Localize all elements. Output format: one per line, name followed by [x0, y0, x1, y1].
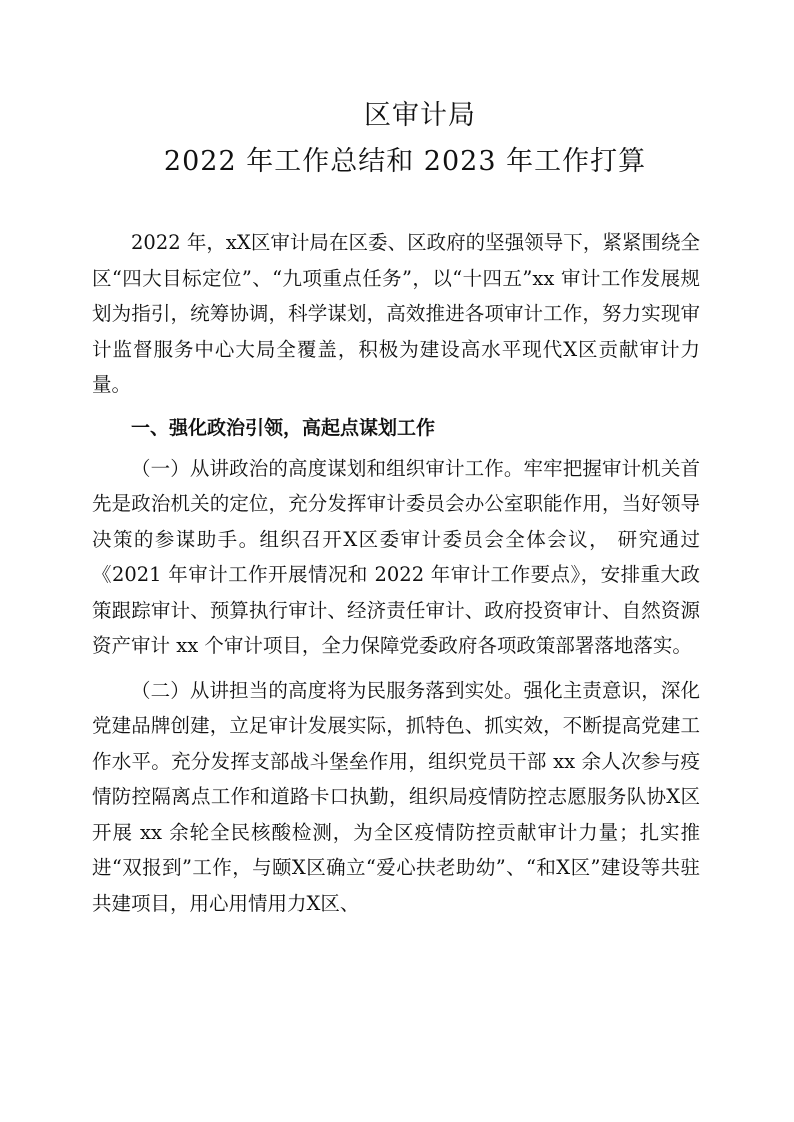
- intro-paragraph: 2022 年，xX区审计局在区委、区政府的坚强领导下，紧紧围绕全区“四大目标定位”、“九项重点任务”，以“十四五”xx 审计工作发展规划为指引，统筹协调，科学谋划，高效推进各项审计工作，努力实现审计监督服务中心大局全覆盖，积极为建设高水平现代X区贡献审计力量。: [92, 231, 700, 396]
- title-subject: 2022 年工作总结和 2023 年工作打算: [163, 146, 647, 177]
- title-org: 区审计局: [364, 100, 476, 131]
- item-paragraph-1: （一）从讲政治的高度谋划和组织审计工作。牢牢把握审计机关首先是政治机关的定位，充分发挥审计委员会办公室职能作用，当好领导决策的参谋助手。组织召开X区委审计委员会全体会议， 研究通过《2021 年审计工作开展情况和 2022 年审计工作要点》，安排重大政策跟踪审计、预算执行审计、经济责任审计、政府投资审计、自然资源资产审计 xx 个审计项目，全力保障党委政府各项政策部署落地落实。: [92, 456, 700, 657]
- section-heading: 一、强化政治引领，高起点谋划工作: [131, 416, 436, 439]
- document-body: [92, 225, 700, 921]
- item-paragraph-2: （二）从讲担当的高度将为民服务落到实处。强化主责意识，深化党建品牌创建，立足审计发展实际，抓特色、抓实效，不断提高党建工作水平。充分发挥支部战斗堡垒作用，组织党员干部 xx 余人次参与疫情防控隔离点工作和道路卡口执勤，组织局疫情防控志愿服务队协X区开展 xx 余轮全民核酸检测，为全区疫情防控贡献审计力量；扎实推进“双报到”工作，与颐X区确立“爱心扶老助幼”、“和X区”建设等共驻共建项目，用心用情用力X区、: [92, 678, 700, 915]
- document-title: [0, 96, 794, 182]
